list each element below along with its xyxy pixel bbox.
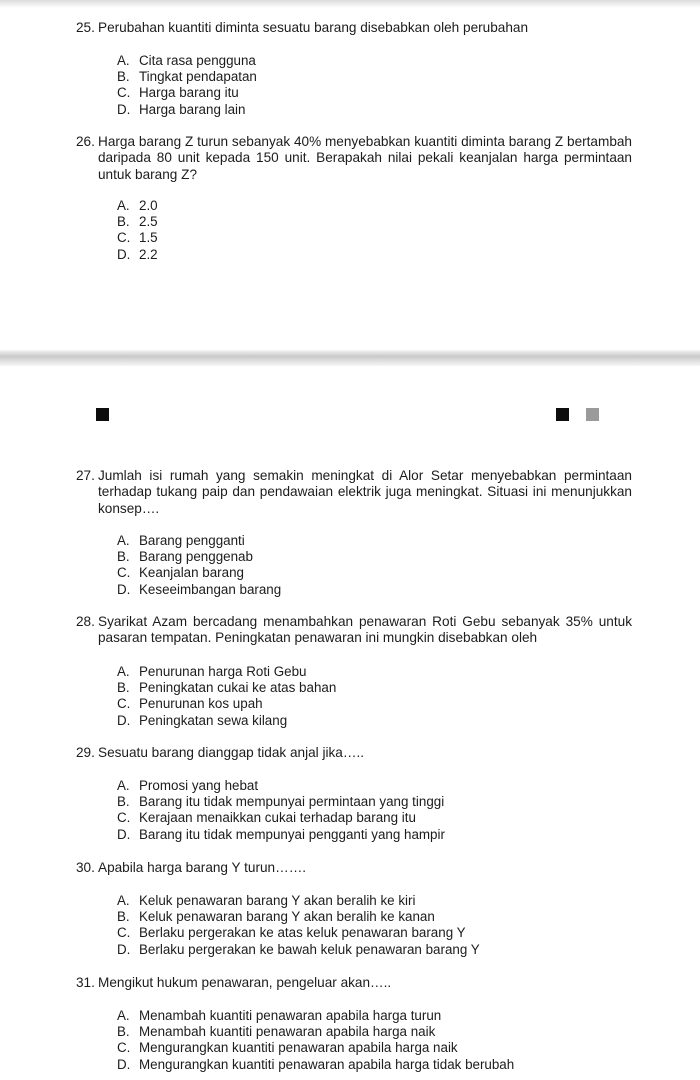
option-b: B. Tingkat pendapatan — [117, 69, 257, 85]
option-a: A. Keluk penawaran barang Y akan beralih ke kiri — [117, 893, 416, 908]
option-d: D. Mengurangkan kuantiti penawaran apabila harga tidak berubah — [117, 1056, 515, 1072]
option-c: C. Mengurangkan kuantiti penawaran apabila harga naik — [117, 1040, 458, 1056]
option-d: D. 2.2 — [117, 246, 158, 262]
registration-mark — [556, 408, 569, 421]
question-number: 28. — [76, 614, 95, 629]
question-stem: Apabila harga barang Y turun……. — [98, 860, 307, 875]
question-26 — [76, 134, 632, 183]
question-number: 27. — [76, 468, 95, 483]
question-stem: Sesuatu barang dianggap tidak anjal jika….. — [98, 745, 365, 760]
question-stem: Perubahan kuantiti diminta sesuatu barang disebabkan oleh perubahan — [98, 20, 529, 35]
option-b: B. Menambah kuantiti penawaran apabila harga naik — [117, 1024, 436, 1040]
option-a: A. Menambah kuantiti penawaran apabila harga turun — [117, 1008, 442, 1023]
option-c: C. Keanjalan barang — [117, 565, 244, 581]
options-29 — [117, 778, 445, 843]
option-b: B. Barang penggenab — [117, 549, 253, 565]
option-b: B. 2.5 — [117, 214, 158, 230]
registration-mark — [586, 408, 599, 421]
question-25 — [76, 20, 632, 36]
options-31 — [117, 1008, 514, 1073]
option-d: D. Peningkatan sewa kilang — [117, 712, 288, 728]
option-d: D. Barang itu tidak mempunyai pengganti yang hampir — [117, 826, 445, 842]
question-stem: Syarikat Azam bercadang menambahkan penawaran Roti Gebu sebanyak 35% untuk pasaran tempatan. Peningkatan penawaran ini mungkin disebabkan oleh — [98, 614, 632, 646]
option-a: A. Barang pengganti — [117, 533, 245, 548]
option-d: D. Keseeimbangan barang — [117, 581, 282, 597]
question-number: 25. — [76, 20, 95, 35]
option-b: B. Keluk penawaran barang Y akan beralih ke kanan — [117, 909, 435, 925]
registration-mark — [96, 408, 109, 421]
option-b: B. Barang itu tidak mempunyai permintaan yang tinggi — [117, 794, 445, 810]
option-b: B. Peningkatan cukai ke atas bahan — [117, 680, 337, 696]
question-27 — [76, 468, 632, 517]
option-c: C. Harga barang itu — [117, 85, 239, 101]
question-number: 31. — [76, 975, 95, 990]
options-28 — [117, 664, 336, 729]
option-a: A. Penurunan harga Roti Gebu — [117, 664, 307, 679]
option-d: D. Harga barang lain — [117, 101, 246, 117]
question-stem: Harga barang Z turun sebanyak 40% menyebabkan kuantiti diminta barang Z bertambah daripada 80 unit kepada 150 unit. Berapakah nilai pekali keanjalan harga permintaan untuk barang Z? — [98, 134, 632, 182]
options-30 — [117, 893, 480, 958]
question-28 — [76, 614, 632, 647]
question-30 — [76, 860, 632, 876]
options-27 — [117, 533, 281, 598]
question-29 — [76, 745, 632, 761]
page-top-edge — [0, 0, 700, 8]
option-c: C. Penurunan kos upah — [117, 696, 263, 712]
question-stem: Mengikut hukum penawaran, pengeluar akan….. — [98, 975, 392, 990]
option-a: A. Cita rasa pengguna — [117, 53, 256, 68]
option-c: C. Berlaku pergerakan ke atas keluk penawaran barang Y — [117, 925, 466, 941]
question-number: 29. — [76, 745, 95, 760]
option-c: C. Kerajaan menaikkan cukai terhadap barang itu — [117, 810, 416, 826]
page-break-band — [0, 350, 700, 366]
options-25 — [117, 53, 257, 118]
option-a: A. 2.0 — [117, 198, 158, 213]
option-c: C. 1.5 — [117, 230, 158, 246]
question-stem: Jumlah isi rumah yang semakin meningkat di Alor Setar menyebabkan permintaan terhadap tukang paip dan pendawaian elektrik juga meningkat. Situasi ini menunjukkan konsep…. — [98, 468, 632, 516]
options-26 — [117, 198, 158, 263]
option-d: D. Berlaku pergerakan ke bawah keluk penawaran barang Y — [117, 941, 480, 957]
question-31 — [76, 975, 632, 991]
option-a: A. Promosi yang hebat — [117, 778, 259, 793]
question-number: 30. — [76, 860, 95, 875]
question-number: 26. — [76, 134, 95, 149]
